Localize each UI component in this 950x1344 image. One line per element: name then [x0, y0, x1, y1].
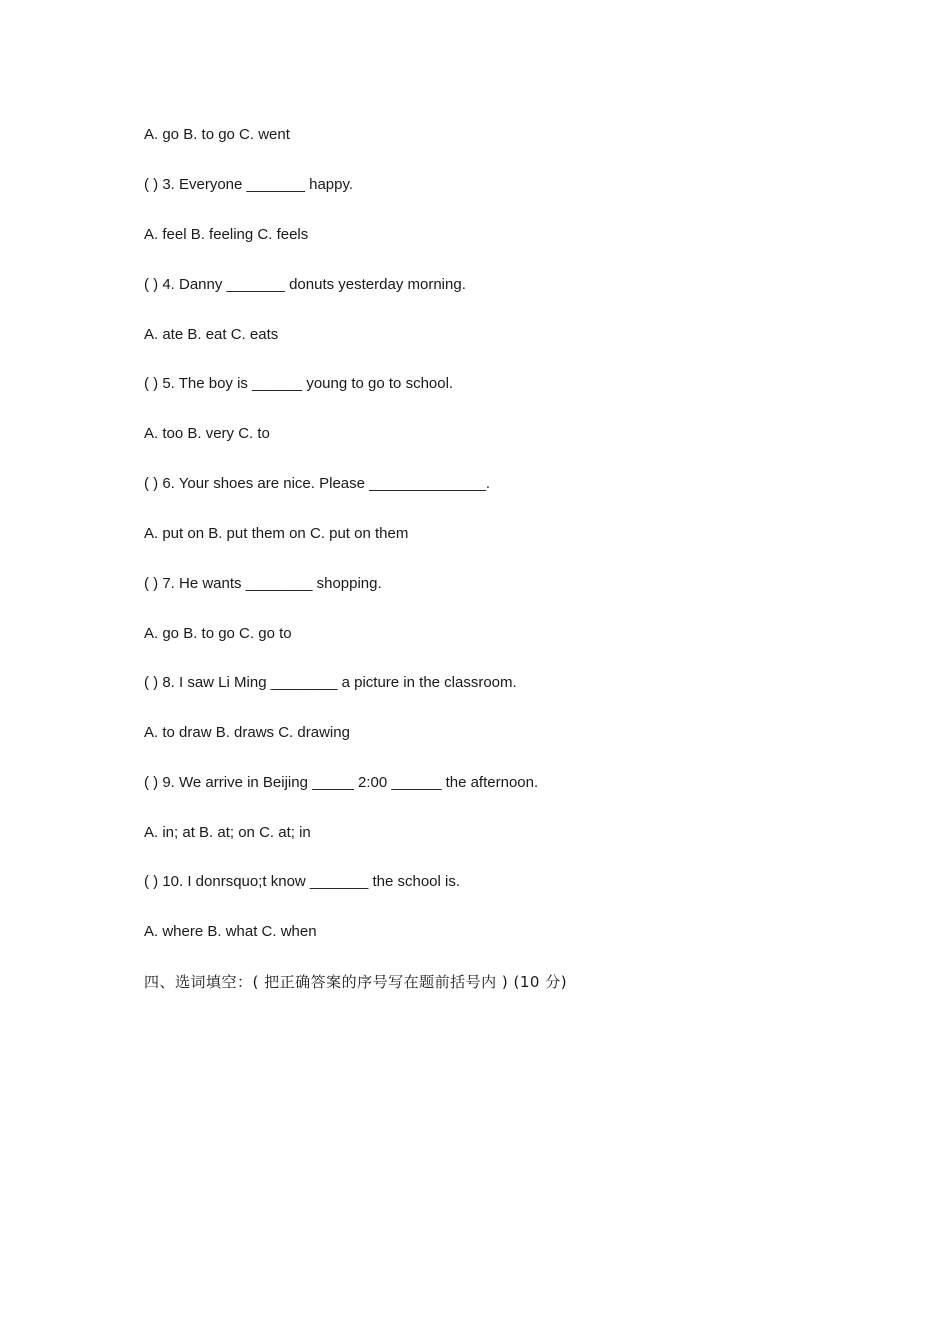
- q3-question: ( ) 3. Everyone _______ happy.: [144, 176, 354, 193]
- q6-options: A. put on B. put them on C. put on them: [144, 525, 409, 542]
- q7-question: ( ) 7. He wants ________ shopping.: [144, 575, 382, 592]
- q10-options: A. where B. what C. when: [144, 923, 317, 940]
- q8-question: ( ) 8. I saw Li Ming ________ a picture in the classroom.: [144, 674, 517, 691]
- q5-options: A. too B. very C. to: [144, 425, 270, 442]
- q9-question: ( ) 9. We arrive in Beijing _____ 2:00 ______ the afternoon.: [144, 774, 539, 791]
- q4-options: A. ate B. eat C. eats: [144, 326, 279, 343]
- q10-question: ( ) 10. I donrsquo;t know _______ the school is.: [144, 873, 461, 890]
- q3-options: A. feel B. feeling C. feels: [144, 226, 309, 243]
- q9-options: A. in; at B. at; on C. at; in: [144, 824, 311, 841]
- section-heading: 四、选词填空：( 把正确答案的序号写在题前括号内 ) (10 分): [144, 973, 568, 991]
- q5-question: ( ) 5. The boy is ______ young to go to school.: [144, 375, 454, 392]
- q8-options: A. to draw B. draws C. drawing: [144, 724, 350, 741]
- q7-options: A. go B. to go C. go to: [144, 625, 292, 642]
- q6-question: ( ) 6. Your shoes are nice. Please ______________.: [144, 475, 491, 492]
- q2-options: A. go B. to go C. went: [144, 126, 290, 143]
- q4-question: ( ) 4. Danny _______ donuts yesterday morning.: [144, 276, 466, 293]
